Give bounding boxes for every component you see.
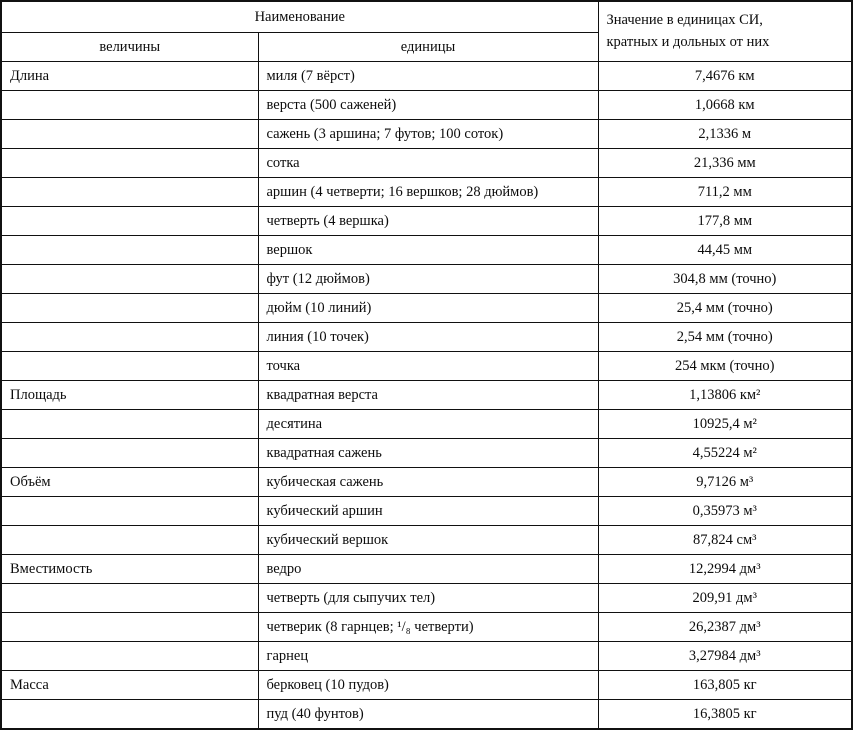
table-row [1, 526, 852, 555]
category-cell [1, 410, 258, 439]
category-cell [1, 526, 258, 555]
unit-cell: берковец (10 пудов) [258, 671, 598, 700]
table-row [1, 149, 852, 178]
value-cell: 163,805 кг [598, 671, 852, 700]
unit-cell: вершок [258, 236, 598, 265]
category-cell [1, 497, 258, 526]
unit-cell: точка [258, 352, 598, 381]
category-cell [1, 700, 258, 730]
table-row [1, 584, 852, 613]
category-cell [1, 91, 258, 120]
table-row [1, 236, 852, 265]
unit-cell: миля (7 вёрст) [258, 62, 598, 91]
unit-cell: фут (12 дюймов) [258, 265, 598, 294]
table-row [1, 178, 852, 207]
unit-cell: кубический вершок [258, 526, 598, 555]
value-cell: 177,8 мм [598, 207, 852, 236]
header-unit: единицы [258, 33, 598, 62]
value-cell: 9,7126 м³ [598, 468, 852, 497]
unit-cell: сотка [258, 149, 598, 178]
table-row [1, 265, 852, 294]
value-cell: 0,35973 м³ [598, 497, 852, 526]
unit-cell: кубический аршин [258, 497, 598, 526]
value-cell: 12,2994 дм³ [598, 555, 852, 584]
unit-cell: аршин (4 четверти; 16 вершков; 28 дюймов) [258, 178, 598, 207]
value-cell: 254 мкм (точно) [598, 352, 852, 381]
value-cell: 87,824 см³ [598, 526, 852, 555]
value-cell: 2,54 мм (точно) [598, 323, 852, 352]
table-row [1, 642, 852, 671]
table-row [1, 671, 852, 700]
table-row [1, 613, 852, 642]
table-row [1, 700, 852, 730]
table-row [1, 120, 852, 149]
value-cell: 21,336 мм [598, 149, 852, 178]
category-cell [1, 178, 258, 207]
table-row [1, 323, 852, 352]
category-cell [1, 584, 258, 613]
unit-cell: кубическая сажень [258, 468, 598, 497]
table-row [1, 497, 852, 526]
unit-cell: квадратная верста [258, 381, 598, 410]
value-cell: 711,2 мм [598, 178, 852, 207]
unit-cell: пуд (40 фунтов) [258, 700, 598, 730]
value-cell: 1,0668 км [598, 91, 852, 120]
table-row [1, 410, 852, 439]
unit-cell: гарнец [258, 642, 598, 671]
unit-cell: десятина [258, 410, 598, 439]
category-cell [1, 642, 258, 671]
unit-cell: верста (500 саженей) [258, 91, 598, 120]
category-cell: Площадь [1, 381, 258, 410]
unit-cell: четверик (8 гарнцев; ¹/₈ четверти) [258, 613, 598, 642]
category-cell [1, 120, 258, 149]
value-cell: 26,2387 дм³ [598, 613, 852, 642]
table-row [1, 381, 852, 410]
category-cell [1, 236, 258, 265]
category-cell [1, 352, 258, 381]
table-row [1, 91, 852, 120]
table-row [1, 62, 852, 91]
value-cell: 25,4 мм (точно) [598, 294, 852, 323]
category-cell [1, 323, 258, 352]
unit-cell: дюйм (10 линий) [258, 294, 598, 323]
category-cell [1, 439, 258, 468]
unit-cell: ведро [258, 555, 598, 584]
header-si-value-line2: кратных и дольных от них [606, 33, 770, 50]
value-cell: 1,13806 км² [598, 381, 852, 410]
unit-cell: линия (10 точек) [258, 323, 598, 352]
value-cell: 3,27984 дм³ [598, 642, 852, 671]
unit-cell: четверть (для сыпучих тел) [258, 584, 598, 613]
table-row [1, 294, 852, 323]
category-cell [1, 265, 258, 294]
value-cell: 4,55224 м² [598, 439, 852, 468]
category-cell [1, 207, 258, 236]
table-row [1, 352, 852, 381]
category-cell: Масса [1, 671, 258, 700]
category-cell: Длина [1, 62, 258, 91]
value-cell: 7,4676 км [598, 62, 852, 91]
header-si-value-line1: Значение в единицах СИ, [606, 12, 763, 29]
category-cell: Вместимость [1, 555, 258, 584]
table-row [1, 468, 852, 497]
table-row [1, 555, 852, 584]
value-cell: 304,8 мм (точно) [598, 265, 852, 294]
unit-cell: четверть (4 вершка) [258, 207, 598, 236]
unit-cell: сажень (3 аршина; 7 футов; 100 соток) [258, 120, 598, 149]
category-cell [1, 613, 258, 642]
header-si-value [598, 1, 852, 62]
header-quantity: величины [1, 33, 258, 62]
table-row [1, 439, 852, 468]
header-name-group: Наименование [1, 1, 598, 33]
value-cell: 209,91 дм³ [598, 584, 852, 613]
table-header [1, 1, 852, 62]
unit-cell: квадратная сажень [258, 439, 598, 468]
table-row [1, 207, 852, 236]
value-cell: 44,45 мм [598, 236, 852, 265]
value-cell: 16,3805 кг [598, 700, 852, 730]
value-cell: 2,1336 м [598, 120, 852, 149]
category-cell [1, 149, 258, 178]
category-cell: Объём [1, 468, 258, 497]
category-cell [1, 294, 258, 323]
value-cell: 10925,4 м² [598, 410, 852, 439]
table-body [1, 62, 852, 730]
